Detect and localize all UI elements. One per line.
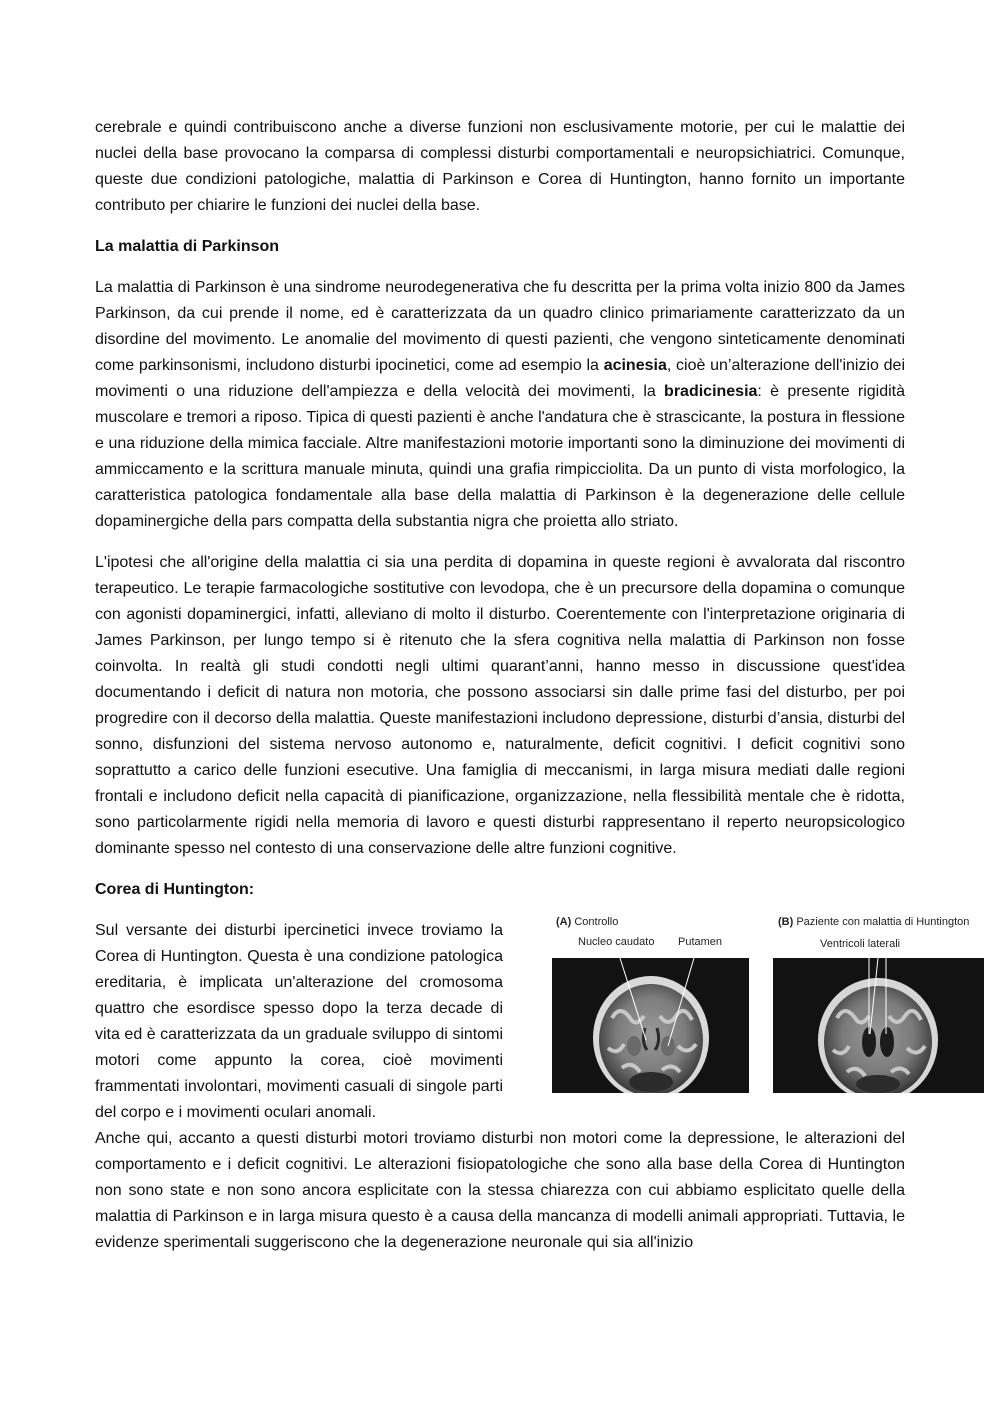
intro-paragraph: cerebrale e quindi contribuiscono anche a diverse funzioni non esclusivamente motorie, per cui le malattie dei nuclei della base provocano la comparsa di complessi disturbi comportamentali e neuropsichiatrici. Comunque, queste due condizioni patologiche, malattia di Parkinson e Corea di Huntington, hanno fornito un importante contributo per chiarire le funzioni dei nuclei della base.: [95, 119, 905, 214]
panel-b-title: Paziente con malattia di Huntington: [796, 916, 970, 928]
document-page: [95, 115, 970, 1256]
panel-b-caption: [778, 916, 969, 929]
label-ventricoli-laterali: Ventricoli laterali: [820, 938, 901, 950]
parkinson-paragraph-1: [95, 275, 905, 535]
term-bradicinesia: bradicinesia: [664, 383, 758, 400]
label-nucleo-caudato: Nucleo caudato: [578, 936, 655, 948]
mri-figure: [552, 918, 988, 1108]
parkinson-paragraph-2: L'ipotesi che all'origine della malattia ci sia una perdita di dopamina in queste regioni è avvalorata dal riscontro terapeutico. Le terapie farmacologiche sostitutive con levodopa, che è un precursore della dopamina o comunque con agonisti dopaminergici, infatti, alleviano di molto il disturbo. Coerentemente con l'interpretazione originaria di James Parkinson, per lungo tempo si è ritenuto che la sfera cognitiva nella malattia di Parkinson non fosse coinvolta. In realtà gli studi condotti negli ultimi quarant’anni, hanno messo in discussione quest'idea documentando i deficit di natura non motoria, che possono associarsi sin dalle prime fasi del disturbo, per poi progredire con il decorso della malattia. Queste manifestazioni includono depressione, disturbi d’ansia, disturbi del sonno, disfunzioni del sistema nervoso autonomo e, naturalmente, deficit cognitivi. I deficit cognitivi sono soprattutto a carico delle funzioni esecutive. Una famiglia di meccanismi, in larga misura mediati dalle regioni frontali e includono deficit nella capacità di pianificazione, organizzazione, nella flessibilità mentale che è ridotta, sono particolarmente rigidi nella memoria di lavoro e questi disturbi rappresentano il reperto neuropsicologico dominante spesso nel contesto di una conservazione delle altre funzioni cognitive.: [95, 554, 905, 857]
huntington-block: [95, 916, 970, 1126]
parkinson-p1-text-c: : è presente rigidità muscolare e tremori a riposo. Tipica di questi pazienti è anche l'andatura che è strascicante, la postura in flessione e una riduzione della mimica facciale. Altre manifestazioni motorie importanti sono la diminuzione dei movimenti di ammiccamento e la scrittura manuale minuta, quindi una grafia rimpicciolita. Da un punto di vista morfologico, la caratteristica patologica fondamentale alla base della malattia di Parkinson è la degenerazione delle cellule dopaminergiche della pars compatta della substantia nigra che proietta allo striato.: [95, 383, 906, 530]
mri-scan-huntington: [773, 958, 984, 1093]
term-acinesia: acinesia: [603, 357, 667, 374]
label-putamen: Putamen: [678, 936, 723, 948]
parkinson-heading: La malattia di Parkinson: [95, 238, 280, 255]
panel-a-tag: (A): [556, 916, 572, 928]
huntington-paragraph-full: Anche qui, accanto a questi disturbi motori troviamo disturbi non motori come la depressione, le alterazioni del comportamento e i deficit cognitivi. Le alterazioni fisiopatologiche che sono alla base della Corea di Huntington non sono state e non sono ancora esplicitate con la stessa chiarezza con cui abbiamo esplicitato quelle della malattia di Parkinson e in larga misura questo è a causa della mancanza di modelli animali appropriati. Tuttavia, le evidenze sperimentali suggeriscono che la degenerazione neuronale qui sia all'inizio: [95, 1130, 905, 1251]
panel-a-title: Controllo: [574, 916, 619, 928]
huntington-heading: Corea di Huntington:: [95, 881, 255, 898]
parkinson-p1-text-b: , cioè un’alterazione dell'inizio dei movimenti o una riduzione dell'ampiezza e della velocità dei movimenti, la: [95, 357, 905, 400]
panel-b-tag: (B): [778, 916, 794, 928]
mri-scan-control: [552, 958, 749, 1093]
huntington-paragraph-wrapped: Sul versante dei disturbi ipercinetici invece troviamo la Corea di Huntington. Questa è una condizione patologica ereditaria, è implicata un'alterazione del cromosoma quattro che esordisce spesso dopo la terza decade di vita ed è caratterizzata da un graduale sviluppo di sintomi motori come appunto la corea, cioè movimenti frammentati involontari, movimenti casuali di singole parti del corpo e i movimenti oculari anomali.: [95, 922, 503, 1121]
panel-a-caption: [556, 916, 618, 929]
parkinson-p1-text-a: La malattia di Parkinson è una sindrome neurodegenerativa che fu descritta per la prima volta inizio 800 da James Parkinson, da cui prende il nome, ed è caratterizzata da un quadro clinico primariamente caratterizzato da un disordine del movimento. Le anomalie del movimento di questi pazienti, che vengono sinteticamente denominati come parkinsonismi, includono disturbi ipocinetici, come ad esempio la: [95, 279, 905, 374]
